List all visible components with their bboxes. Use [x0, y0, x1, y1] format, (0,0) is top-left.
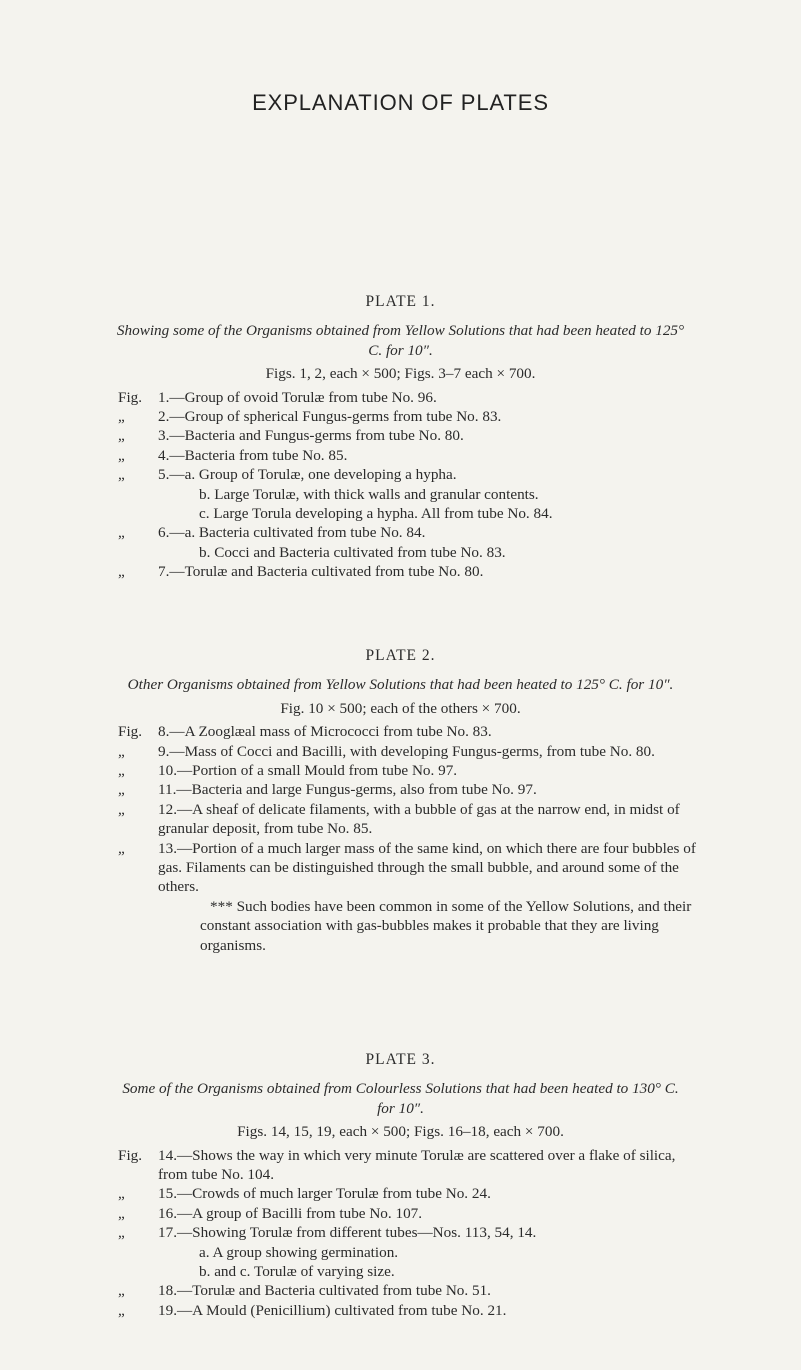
figure-entry: „ 4.—Bacteria from tube No. 85. [118, 446, 348, 464]
plate-3-figure-list [0, 1146, 801, 1321]
figure-entry: „ 5.—a. Group of Torulæ, one developing a hypha. [118, 466, 457, 484]
plate-3-heading: PLATE 3. [365, 1051, 436, 1068]
figure-entry: „ 19.—A Mould (Penicillium) cultivated from tube No. 21. [118, 1301, 507, 1319]
plate-1-magnification: Figs. 1, 2, each × 500; Figs. 3–7 each × 700. [265, 365, 536, 383]
figure-entry: „ 13.—Portion of a much larger mass of the same kind, on which there are four bubbles of gas. Filaments can be distinguished through the small bubble, and around some of the others. [118, 839, 696, 896]
figure-entry: „ 18.—Torulæ and Bacteria cultivated from tube No. 51. [118, 1282, 491, 1300]
figure-entry: „ 2.—Group of spherical Fungus-germs from tube No. 83. [118, 408, 502, 426]
figure-entry: „ 15.—Crowds of much larger Torulæ from tube No. 24. [118, 1185, 491, 1203]
plate-2-heading: PLATE 2. [365, 647, 436, 664]
figure-entry: Fig. 8.—A Zooglæal mass of Micrococci from tube No. 83. [118, 723, 492, 741]
plate-2-magnification: Fig. 10 × 500; each of the others × 700. [280, 699, 521, 717]
figure-subentry: b. Large Torulæ, with thick walls and granular contents. [199, 485, 539, 503]
figure-entry: Fig. 14.—Shows the way in which very minute Torulæ are scattered over a flake of silica, from tube No. 104. [118, 1146, 676, 1184]
figure-entry: „ 10.—Portion of a small Mould from tube No. 97. [118, 762, 458, 780]
figure-entry: Fig. 1.—Group of ovoid Torulæ from tube No. 96. [118, 388, 437, 406]
plate-3-caption: Some of the Organisms obtained from Colourless Solutions that had been heated to 130° C. for 10″. [122, 1080, 679, 1117]
figure-entry: „ 16.—A group of Bacilli from tube No. 107. [118, 1204, 423, 1222]
plate-2-note: *** Such bodies have been common in some of the Yellow Solutions, and their constant association with gas-bubbles makes it probable that they are living organisms. [200, 897, 692, 954]
figure-subentry: a. A group showing germination. [199, 1243, 399, 1261]
plate-2-section [0, 646, 801, 955]
plate-3-section [0, 1050, 801, 1320]
plate-1-caption: Showing some of the Organisms obtained from Yellow Solutions that had been heated to 125° C. for 10″. [116, 322, 685, 359]
page-title: EXPLANATION OF PLATES [252, 90, 549, 115]
figure-entry: „ 17.—Showing Torulæ from different tubes—Nos. 113, 54, 14. [118, 1224, 537, 1242]
plate-1-heading: PLATE 1. [365, 293, 436, 310]
plate-1-section [0, 292, 801, 582]
figure-entry: „ 9.—Mass of Cocci and Bacilli, with developing Fungus-germs, from tube No. 80. [118, 742, 655, 760]
figure-subentry: c. Large Torula developing a hypha. All from tube No. 84. [199, 505, 553, 523]
figure-entry: „ 6.—a. Bacteria cultivated from tube No. 84. [118, 524, 426, 542]
plate-1-figure-list [0, 388, 801, 582]
figure-entry: „ 11.—Bacteria and large Fungus-germs, also from tube No. 97. [118, 781, 537, 799]
figure-subentry: b. and c. Torulæ of varying size. [199, 1263, 395, 1281]
plate-2-figure-list [0, 722, 801, 955]
plate-3-magnification: Figs. 14, 15, 19, each × 500; Figs. 16–18, each × 700. [237, 1123, 564, 1141]
figure-subentry: b. Cocci and Bacteria cultivated from tube No. 83. [199, 543, 506, 561]
plate-2-caption: Other Organisms obtained from Yellow Solutions that had been heated to 125° C. for 10″. [127, 676, 674, 694]
figure-entry: „ 7.—Torulæ and Bacteria cultivated from tube No. 80. [118, 563, 484, 581]
figure-entry: „ 12.—A sheaf of delicate filaments, with a bubble of gas at the narrow end, in midst of granular deposit, from tube No. 85. [118, 800, 680, 838]
figure-entry: „ 3.—Bacteria and Fungus-germs from tube No. 80. [118, 427, 464, 445]
